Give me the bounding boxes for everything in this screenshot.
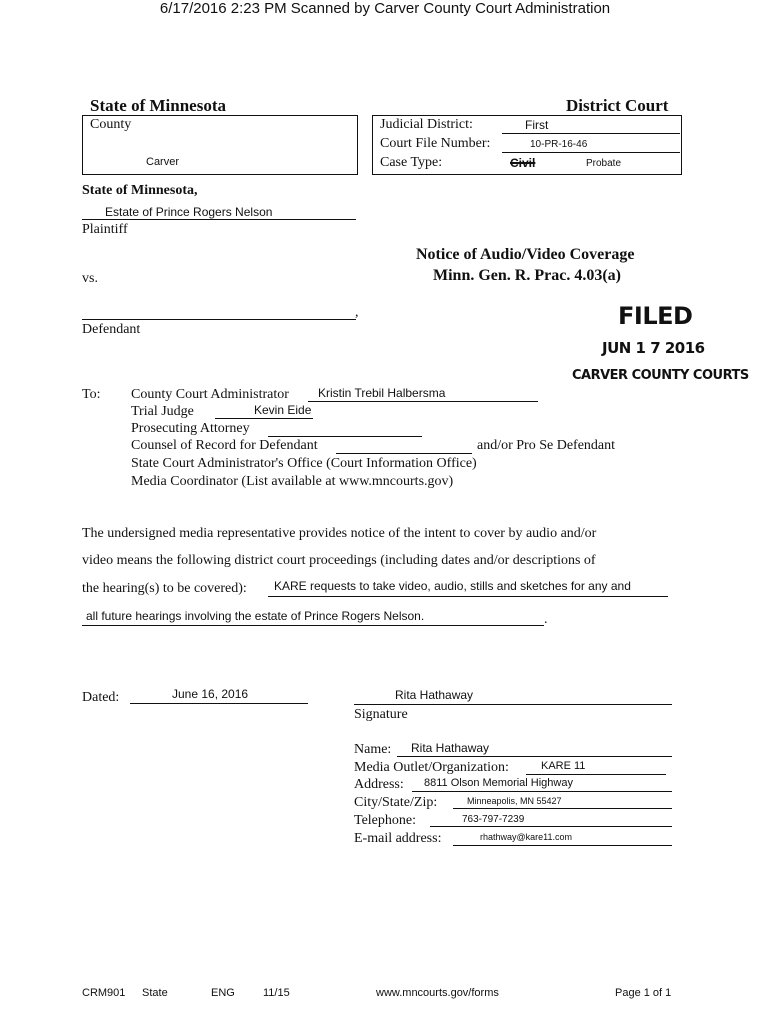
name-label: Name:	[354, 742, 392, 757]
body-line-3-prefix: the hearing(s) to be covered):	[82, 581, 247, 596]
filed-stamp-date: JUN 1 7 2016	[602, 339, 705, 357]
admin-label: County Court Administrator	[131, 387, 289, 402]
defendant-label: Defendant	[82, 322, 141, 337]
judge-label: Trial Judge	[131, 404, 194, 419]
phone-label: Telephone:	[354, 813, 416, 828]
admin-value: Kristin Trebil Halbersma	[318, 386, 446, 400]
dated-label: Dated:	[82, 690, 120, 705]
email-label: E-mail address:	[354, 831, 442, 846]
state-office: State Court Administrator's Office (Court Information Office)	[131, 456, 477, 471]
state-heading: State of Minnesota	[90, 96, 226, 115]
file-number-value: 10-PR-16-46	[530, 139, 588, 150]
case-type-label: Case Type:	[380, 155, 443, 170]
footer-url[interactable]: www.mncourts.gov/forms	[376, 987, 499, 999]
judge-value: Kevin Eide	[254, 403, 312, 417]
file-number-label: Court File Number:	[380, 136, 491, 151]
plaintiff-label: Plaintiff	[82, 222, 128, 237]
county-value: Carver	[146, 156, 180, 168]
case-type-struck: Civil	[510, 156, 536, 170]
case-type-value: Probate	[586, 158, 622, 169]
to-label: To:	[82, 387, 101, 402]
notice-rule: Minn. Gen. R. Prac. 4.03(a)	[433, 267, 621, 284]
footer-lang: ENG	[211, 987, 235, 999]
counsel-suffix: and/or Pro Se Defendant	[477, 438, 616, 453]
judicial-district-label: Judicial District:	[380, 117, 473, 132]
signature-value: Rita Hathaway	[395, 688, 474, 702]
footer-page: Page 1 of 1	[615, 987, 672, 999]
filed-stamp: FILED	[618, 302, 693, 330]
address-label: Address:	[354, 777, 404, 792]
phone-value: 763-797-7239	[462, 814, 525, 825]
dated-value: June 16, 2016	[172, 687, 249, 701]
body-line-2: video means the following district court proceedings (including dates and/or descriptions of	[82, 553, 596, 568]
prosecutor-label: Prosecuting Attorney	[131, 421, 250, 436]
plaintiff-value: Estate of Prince Rogers Nelson	[105, 205, 273, 219]
counsel-label: Counsel of Record for Defendant	[131, 438, 318, 453]
signature-label: Signature	[354, 707, 408, 722]
vs-label: vs.	[82, 271, 98, 286]
city-value: Minneapolis, MN 55427	[467, 796, 562, 806]
footer-form: CRM901	[82, 987, 126, 999]
city-label: City/State/Zip:	[354, 795, 438, 810]
party-state: State of Minnesota,	[82, 183, 198, 198]
scan-header: 6/17/2016 2:23 PM Scanned by Carver County Court Administration	[159, 0, 611, 17]
filed-stamp-court: CARVER COUNTY COURTS	[572, 368, 749, 383]
body-line-1: The undersigned media representative provides notice of the intent to cover by audio and/or	[82, 526, 597, 541]
county-label: County	[90, 117, 132, 132]
hearing-description-2: all future hearings involving the estate of Prince Rogers Nelson.	[86, 609, 425, 623]
media-coordinator: Media Coordinator (List available at www.mncourts.gov)	[131, 474, 454, 489]
hearing-description-1: KARE requests to take video, audio, stills and sketches for any and	[274, 579, 631, 593]
outlet-value: KARE 11	[541, 760, 586, 772]
notice-title: Notice of Audio/Video Coverage	[416, 246, 635, 263]
outlet-label: Media Outlet/Organization:	[354, 760, 509, 775]
judicial-district-value: First	[525, 118, 549, 132]
court-heading: District Court	[566, 96, 669, 115]
footer-rev: 11/15	[263, 987, 290, 999]
name-value: Rita Hathaway	[411, 741, 490, 755]
footer-state: State	[142, 987, 168, 999]
address-value: 8811 Olson Memorial Highway	[424, 777, 573, 789]
email-value: rhathway@kare11.com	[480, 832, 573, 842]
